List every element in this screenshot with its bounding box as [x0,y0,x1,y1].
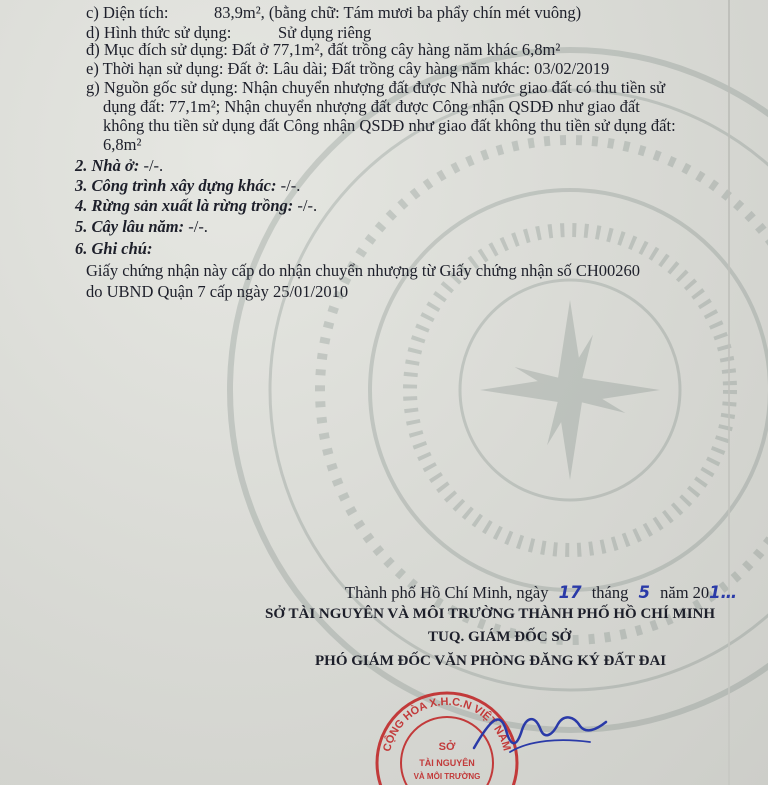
department-name: SỞ TÀI NGUYÊN VÀ MÔI TRƯỜNG THÀNH PHỐ HỒ CHÍ MINH [265,606,716,622]
area-label: c) Diện tích: [86,3,169,22]
origin-line-4: 6,8m² [103,135,142,154]
handwritten-signature [470,700,610,760]
other-construction-label: 3. Công trình xây dựng khác: [75,176,277,195]
other-construction-value: -/-. [280,176,301,195]
date-year-prefix: năm 20 [660,583,710,602]
house-value: -/-. [143,156,164,175]
date-day: 17 [558,583,582,602]
usage-term-line: e) Thời hạn sử dụng: Đất ở: Lâu dài; Đất trồng cây hàng năm khác: 03/02/2019 [86,59,610,78]
date-prefix: Thành phố Hồ Chí Minh, ngày [345,583,549,602]
perennial-label: 5. Cây lâu năm: [75,217,185,236]
forest-label: 4. Rừng sản xuất là rừng trồng: [75,196,294,215]
forest-row [75,196,317,216]
origin-line-3: không thu tiền sử dụng đất Công nhận QSDĐ như giao đất không thu tiền sử dụng đất: [103,116,676,135]
deputy-title: PHÓ GIÁM ĐỐC VĂN PHÒNG ĐĂNG KÝ ĐẤT ĐAI [315,653,667,669]
usage-purpose-line: đ) Mục đích sử dụng: Đất ở 77,1m², đất trồng cây hàng năm khác 6,8m² [86,40,561,59]
date-month: 5 [638,583,650,602]
seal-center-2: TÀI NGUYÊN [419,758,475,768]
signing-date [345,583,737,603]
date-year-suffix: 1… [709,583,738,602]
origin-line-1: g) Nguồn gốc sử dụng: Nhận chuyển nhượng đất được Nhà nước giao đất có thu tiền sử [86,78,666,97]
forest-value: -/-. [297,196,318,215]
usage-form-label: d) Hình thức sử dụng: [86,23,232,42]
authorization-line: TUQ. GIÁM ĐỐC SỞ [428,629,572,645]
area-value: 83,9m², (bằng chữ: Tám mươi ba phẩy chín mét vuông) [214,3,582,22]
house-row [75,156,163,176]
notes-heading: 6. Ghi chú: [75,239,153,258]
seal-center-3: VÀ MÔI TRƯỜNG [413,772,481,781]
seal-ring-text: CỘNG HÒA X.H.C.N VIỆT NAM [381,695,513,753]
usage-form-value: Sử dụng riêng [278,23,372,42]
note-line-1: Giấy chứng nhận này cấp do nhận chuyển nhượng từ Giấy chứng nhận số CH00260 [86,261,641,280]
other-construction-row [75,176,300,196]
origin-line-2: dụng đất: 77,1m²; Nhận chuyển nhượng đất được Công nhận QSDĐ như giao đất [103,97,640,116]
note-line-2: do UBND Quận 7 cấp ngày 25/01/2010 [86,282,349,301]
perennial-row [75,217,208,237]
house-label: 2. Nhà ở: [75,156,140,175]
paper-fold [728,0,730,785]
date-month-word: tháng [591,583,629,602]
seal-center-1: SỞ [438,741,456,753]
perennial-value: -/-. [188,217,208,236]
